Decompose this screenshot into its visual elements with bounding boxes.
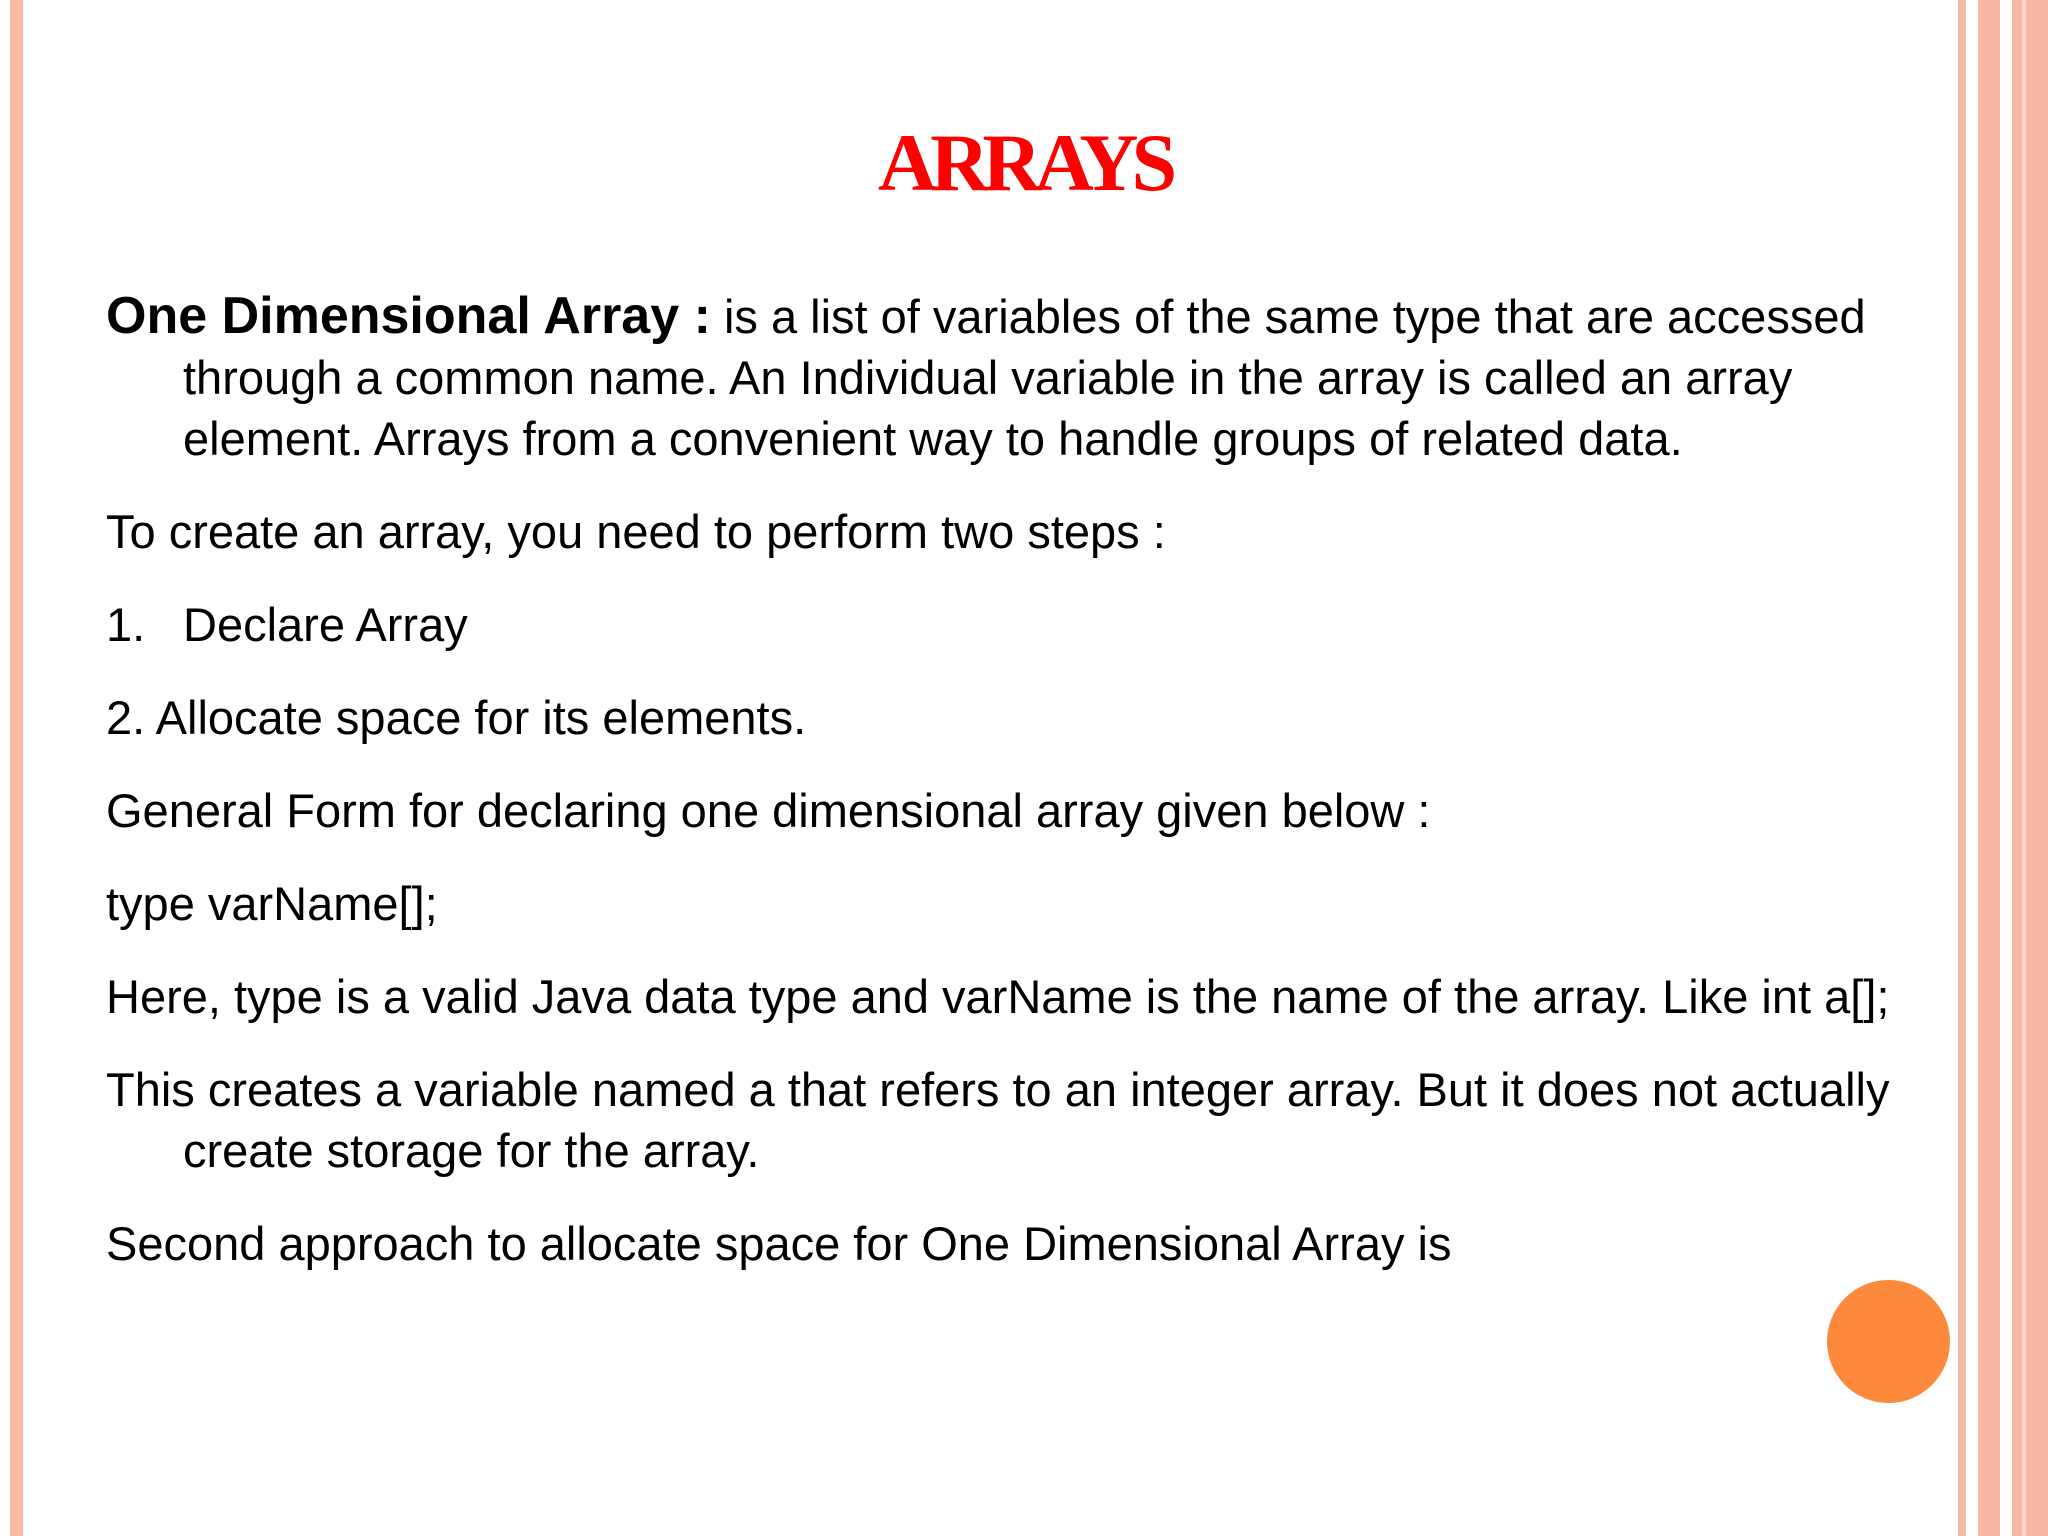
step-2-paragraph: 2. Allocate space for its elements. xyxy=(106,691,807,744)
right-border-stripe-highlight xyxy=(2022,0,2026,1536)
slide-body xyxy=(106,286,1946,1306)
right-border-stripe xyxy=(1978,0,2000,1536)
note-paragraph: This creates a variable named a that refers to an integer array. But it does not actually create storage for the array. xyxy=(106,1063,1890,1177)
step-1-number: 1. xyxy=(106,598,146,651)
second-approach-paragraph: Second approach to allocate space for One Dimensional Array is xyxy=(106,1217,1452,1270)
definition-term: One Dimensional Array : xyxy=(106,287,711,345)
intro-paragraph: To create an array, you need to perform two steps : xyxy=(106,505,1166,558)
general-form-paragraph: General Form for declaring one dimensional array given below : xyxy=(106,784,1431,837)
syntax-paragraph: type varName[]; xyxy=(106,877,438,930)
step-1-text: Declare Array xyxy=(183,598,468,651)
definition-paragraph xyxy=(106,286,1946,469)
step-1-item xyxy=(106,594,1946,655)
right-border-stripe xyxy=(1958,0,1966,1536)
decorative-circle xyxy=(1827,1280,1950,1403)
left-border-stripe xyxy=(10,0,23,1536)
explanation-paragraph: Here, type is a valid Java data type and varName is the name of the array. Like int a[]; xyxy=(106,970,1890,1023)
slide-title: ARRAYS xyxy=(877,117,1171,208)
right-border-stripe xyxy=(2012,0,2048,1536)
definition-text: is a list of variables of the same type that are accessed through a common name. An Individual variable in the array is called an array element. Arrays from a convenient way to handle groups of related data. xyxy=(183,290,1866,465)
